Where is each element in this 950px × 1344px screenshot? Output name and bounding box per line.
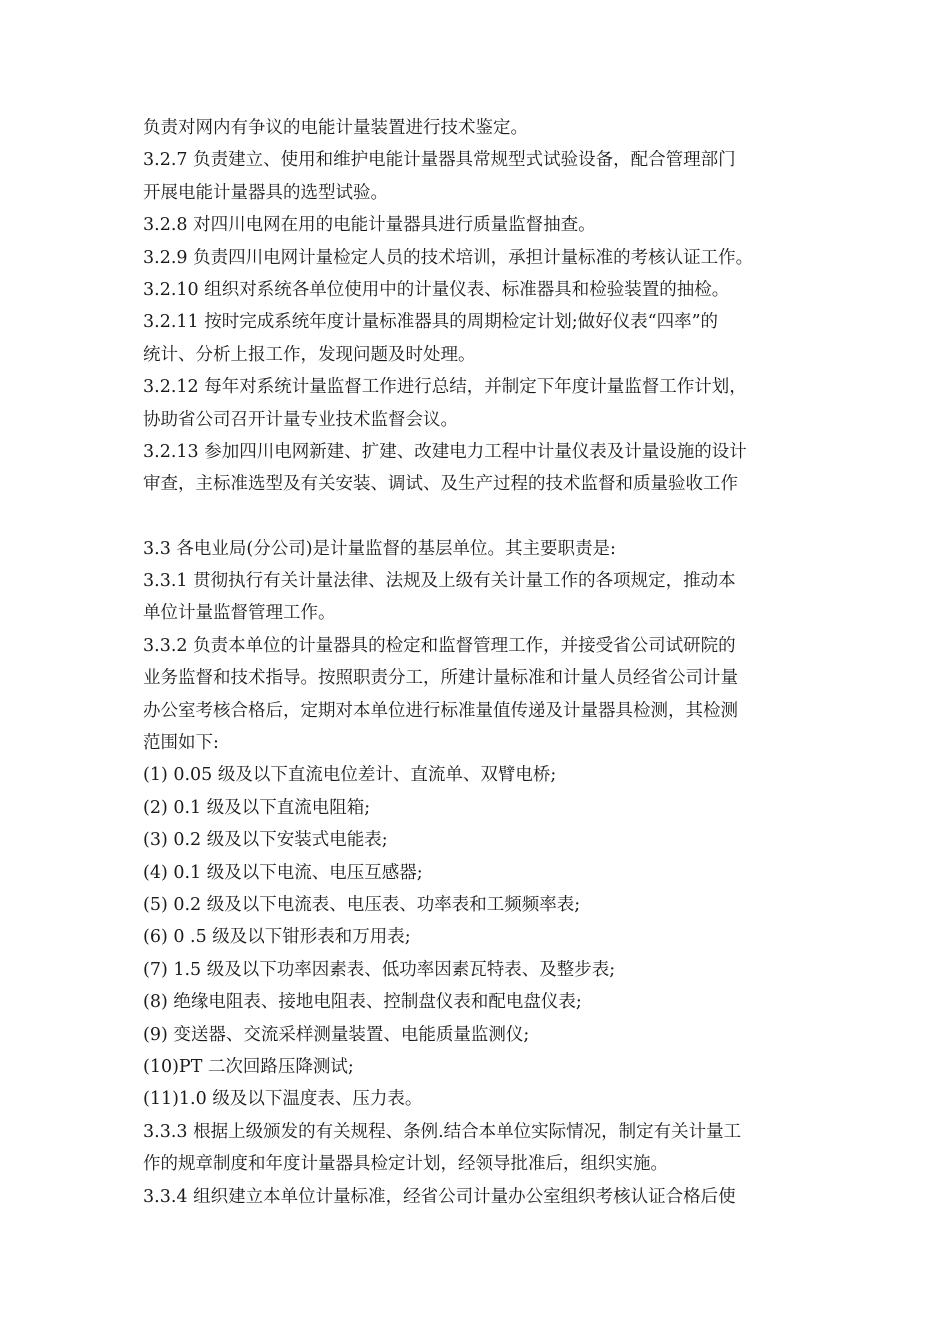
text-line: 办公室考核合格后，定期对本单位进行标准量值传递及计量器具检测，其检测: [143, 700, 738, 721]
text-line: 3.2.13 参加四川电网新建、扩建、改建电力工程中计量仪表及计量设施的设计: [143, 441, 747, 462]
list-item: (11)1.0 级及以下温度表、压力表。: [143, 1089, 423, 1110]
text-line: 负责对网内有争议的电能计量装置进行技术鉴定。: [143, 118, 528, 138]
text-line: 3.3.2 负责本单位的计量器具的检定和监督管理工作，并接受省公司试研院的: [143, 635, 736, 656]
list-item: (10)PT 二次回路压降测试;: [143, 1056, 354, 1077]
text-line: 3.2.7 负责建立、使用和维护电能计量器具常规型式试验设备，配合管理部门: [143, 150, 736, 171]
text-line: 范围如下:: [143, 733, 219, 754]
text-line: 3.2.8 对四川电网在用的电能计量器具进行质量监督抽查。: [143, 215, 596, 236]
text-line: 3.3.4 组织建立本单位计量标准，经省公司计量办公室组织考核认证合格后使: [143, 1186, 736, 1207]
text-line: 3.2.12 每年对系统计量监督工作进行总结，并制定下年度计量监督工作计划，: [143, 377, 747, 398]
list-item: (8) 绝缘电阻表、接地电阻表、控制盘仪表和配电盘仪表;: [143, 992, 582, 1013]
text-line: 单位计量监督管理工作。: [143, 603, 336, 624]
text-line: 作的规章制度和年度计量器具检定计划，经领导批准后，组织实施。: [143, 1154, 668, 1175]
text-line: 3.2.9 负责四川电网计量检定人员的技术培训，承担计量标准的考核认证工作。: [143, 247, 754, 268]
list-item: (6) 0 .5 级及以下钳形表和万用表;: [143, 927, 411, 948]
text-line: 3.2.11 按时完成系统年度计量标准器具的周期检定计划;做好仪表“四率”的: [143, 312, 719, 333]
text-line: 审查，主标准选型及有关安装、调试、及生产过程的技术监督和质量验收工作: [143, 474, 738, 495]
section-3-2-continued: [143, 112, 815, 501]
list-item: (3) 0.2 级及以下安装式电能表;: [143, 830, 388, 851]
text-line: 3.2.10 组织对系统各单位使用中的计量仪表、标准器具和检验装置的抽检。: [143, 279, 730, 300]
list-item: (1) 0.05 级及以下直流电位差计、直流单、双臂电桥;: [143, 765, 557, 786]
section-3-3: [143, 533, 815, 1213]
text-line: 统计、分析上报工作，发现问题及时处理。: [143, 344, 476, 365]
list-item: (2) 0.1 级及以下直流电阻箱;: [143, 797, 371, 818]
paragraph-gap: [143, 501, 815, 533]
list-item: (7) 1.5 级及以下功率因素表、低功率因素瓦特表、及整步表;: [143, 959, 616, 980]
text-line: 开展电能计量器具的选型试验。: [143, 182, 388, 203]
text-line: 3.3.3 根据上级颁发的有关规程、条例.结合本单位实际情况，制定有关计量工: [143, 1121, 742, 1142]
list-item: (4) 0.1 级及以下电流、电压互感器;: [143, 862, 423, 883]
document-body: [143, 112, 815, 1213]
text-line: 3.3.1 贯彻执行有关计量法律、法规及上级有关计量工作的各项规定，推动本: [143, 571, 736, 592]
text-line: 协助省公司召开计量专业技术监督会议。: [143, 409, 458, 430]
section-heading: 3.3 各电业局(分公司)是计量监督的基层单位。其主要职责是:: [143, 538, 616, 559]
list-item: (5) 0.2 级及以下电流表、电压表、功率表和工频频率表;: [143, 894, 581, 915]
text-line: 业务监督和技术指导。按照职责分工，所建计量标准和计量人员经省公司计量: [143, 668, 738, 689]
list-item: (9) 变送器、交流采样测量装置、电能质量监测仪;: [143, 1024, 530, 1045]
